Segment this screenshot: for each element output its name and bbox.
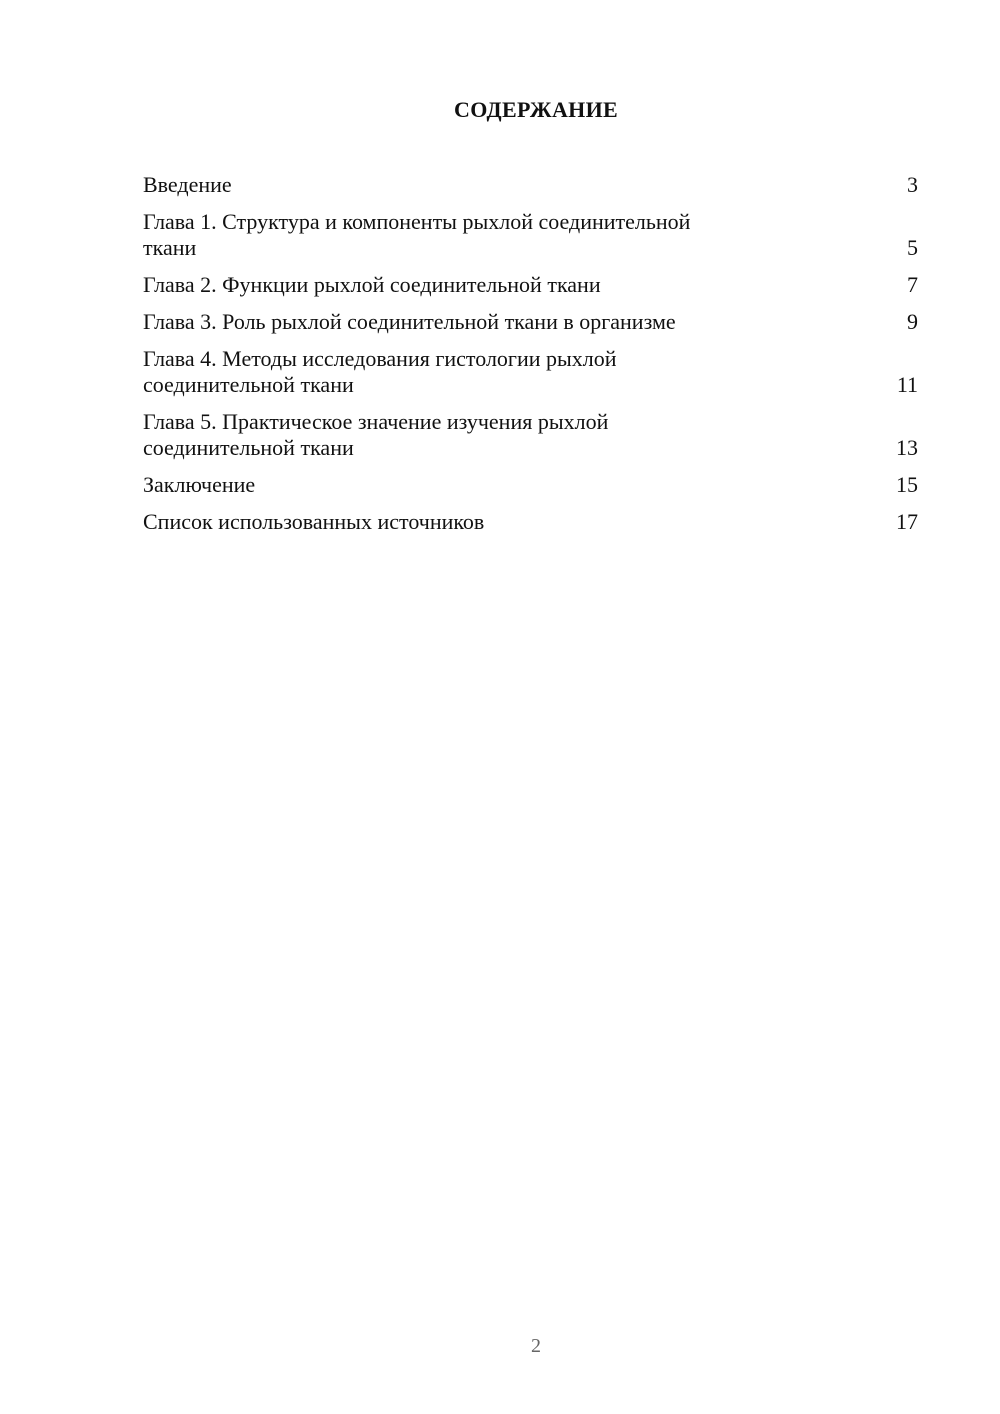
toc-entry-label-line: Список использованных источников bbox=[143, 509, 485, 534]
toc-entry-label bbox=[143, 272, 878, 298]
toc-entry-page: 3 bbox=[907, 172, 918, 197]
toc-entry-label-line: соединительной ткани bbox=[143, 435, 354, 460]
toc-entry-label-line: Заключение bbox=[143, 472, 256, 497]
toc-entry-page: 13 bbox=[896, 435, 918, 460]
toc-entry-introduction bbox=[143, 172, 918, 198]
toc-entry-page: 7 bbox=[907, 272, 918, 297]
toc-entry-page: 5 bbox=[907, 235, 918, 260]
toc-entry-chapter-1 bbox=[143, 209, 918, 261]
toc-entry-chapter-4 bbox=[143, 346, 918, 398]
toc-entry-label bbox=[143, 346, 878, 398]
toc-list bbox=[143, 172, 918, 546]
toc-entry-page: 15 bbox=[896, 472, 918, 497]
toc-entry-label-line: Глава 5. Практическое значение изучения рыхлой bbox=[143, 409, 609, 434]
toc-entry-page: 9 bbox=[907, 309, 918, 334]
page-number: 2 bbox=[531, 1335, 541, 1357]
toc-entry-label bbox=[143, 309, 878, 335]
toc-entry-conclusion bbox=[143, 472, 918, 498]
toc-entry-label bbox=[143, 509, 878, 535]
toc-entry-label-line: Глава 1. Структура и компоненты рыхлой соединительной bbox=[143, 209, 691, 234]
toc-entry-label-line: Глава 3. Роль рыхлой соединительной ткани в организме bbox=[143, 309, 676, 334]
toc-entry-chapter-3 bbox=[143, 309, 918, 335]
toc-entry-chapter-2 bbox=[143, 272, 918, 298]
toc-entry-label-line: Введение bbox=[143, 172, 232, 197]
toc-entry-label-line: соединительной ткани bbox=[143, 372, 354, 397]
toc-entry-label bbox=[143, 172, 878, 198]
toc-entry-page: 17 bbox=[896, 509, 918, 534]
toc-title: СОДЕРЖАНИЕ bbox=[454, 97, 618, 122]
toc-entry-label bbox=[143, 472, 878, 498]
toc-entry-label bbox=[143, 209, 878, 261]
toc-entry-label-line: ткани bbox=[143, 235, 197, 260]
toc-entry-label-line: Глава 2. Функции рыхлой соединительной ткани bbox=[143, 272, 601, 297]
toc-entry-references bbox=[143, 509, 918, 535]
toc-entry-chapter-5 bbox=[143, 409, 918, 461]
toc-entry-page: 11 bbox=[896, 372, 918, 397]
toc-entry-label bbox=[143, 409, 878, 461]
toc-entry-label-line: Глава 4. Методы исследования гистологии рыхлой bbox=[143, 346, 617, 371]
